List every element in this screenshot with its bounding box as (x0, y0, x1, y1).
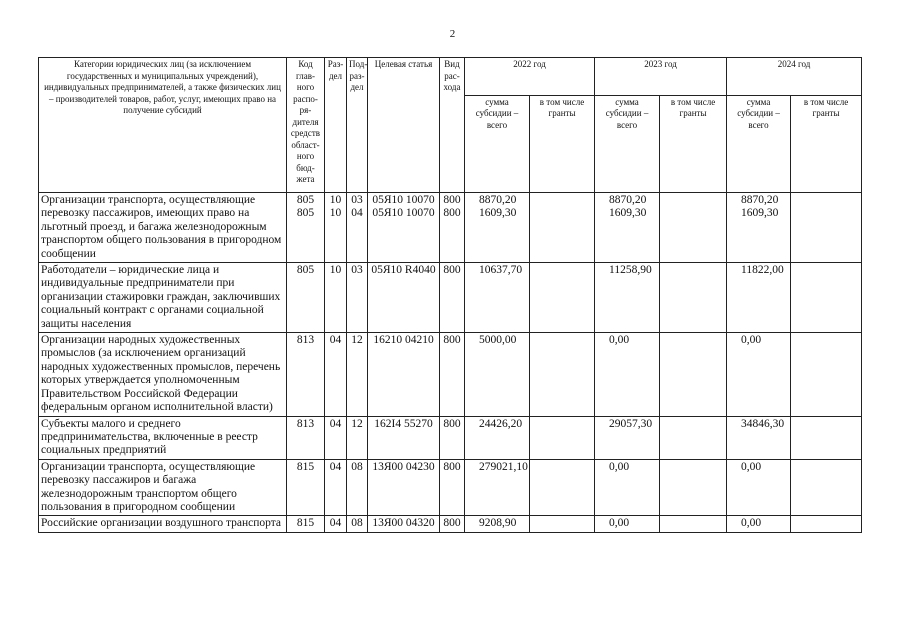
podrazdel-value: 04 (351, 207, 363, 220)
header-2024-grants: в том числе гранты (791, 95, 862, 192)
table-row (39, 516, 862, 532)
kod-value: 805 (296, 194, 315, 206)
table-row (39, 263, 862, 333)
grants-2024-cell (791, 263, 862, 333)
grants-2022-cell (530, 333, 595, 416)
statya-cell: 16210 04210 (368, 333, 440, 416)
statya-cell: 162I4 55270 (368, 416, 440, 459)
sum-2022-cell: 279021,10 (465, 459, 530, 516)
table-row (39, 459, 862, 516)
header-statya: Целевая статья (368, 58, 440, 193)
razdel-cell: 04 (325, 416, 347, 459)
razdel-cell (325, 193, 347, 263)
header-year-2022: 2022 год (465, 58, 595, 96)
grants-2023-cell (660, 416, 727, 459)
kod-cell: 805 (287, 263, 325, 333)
kod-cell: 813 (287, 416, 325, 459)
razdel-cell: 04 (325, 516, 347, 532)
vid-cell (440, 193, 465, 263)
header-razdel: Раз-дел (325, 58, 347, 193)
statya-value: 05Я10 10070 (372, 207, 435, 220)
grants-2024-cell (791, 516, 862, 532)
podrazdel-cell: 12 (347, 333, 368, 416)
sum-2024-cell: 34846,30 (727, 416, 791, 459)
header-2023-sum: сумма субсидии – всего (595, 95, 660, 192)
podrazdel-cell: 08 (347, 459, 368, 516)
sum-2024-cell: 0,00 (727, 459, 791, 516)
vid-cell: 800 (440, 459, 465, 516)
vid-value: 800 (443, 207, 461, 220)
statya-cell: 13Я00 04320 (368, 516, 440, 532)
statya-cell: 13Я00 04230 (368, 459, 440, 516)
sum-2022-value: 8870,20 (479, 194, 517, 206)
category-cell: Организации транспорта, осуществляющие перевозку пассажиров, имеющих право на льготный проезд, и багажа железнодорожным транспортом общего пользования в пригородном сообщении (39, 193, 287, 263)
vid-cell: 800 (440, 416, 465, 459)
grants-2022-cell (530, 263, 595, 333)
sum-2023-cell: 0,00 (595, 333, 660, 416)
podrazdel-cell: 12 (347, 416, 368, 459)
header-year-2023: 2023 год (595, 58, 727, 96)
grants-2024-cell (791, 333, 862, 416)
table-row (39, 193, 862, 263)
kod-cell: 815 (287, 516, 325, 532)
kod-cell: 813 (287, 333, 325, 416)
sum-2023-value: 1609,30 (609, 207, 647, 220)
grants-2024-cell (791, 416, 862, 459)
category-cell: Российские организации воздушного транспорта (39, 516, 287, 532)
grants-2023-cell (660, 516, 727, 532)
grants-2023-cell (660, 263, 727, 333)
sum-2024-cell: 11822,00 (727, 263, 791, 333)
podrazdel-cell: 03 (347, 263, 368, 333)
sum-2023-value: 8870,20 (609, 194, 647, 206)
grants-2024-cell (791, 459, 862, 516)
category-cell: Организации транспорта, осуществляющие перевозку пассажиров и багажа железнодорожным транспортом общего пользования в пригородном сообщении (39, 459, 287, 516)
table-row (39, 333, 862, 416)
page-number: 2 (449, 28, 456, 40)
razdel-cell: 04 (325, 459, 347, 516)
category-cell: Работодатели – юридические лица и индивидуальные предприниматели при организации стажировки граждан, заключивших социальный контракт с органами социальной защиты населения (39, 263, 287, 333)
razdel-value: 10 (329, 207, 342, 220)
kod-cell: 815 (287, 459, 325, 516)
grants-2023-cell (660, 193, 727, 263)
vid-cell: 800 (440, 333, 465, 416)
sum-2023-cell: 29057,30 (595, 416, 660, 459)
grants-2022-cell (530, 516, 595, 532)
razdel-value: 10 (329, 194, 342, 206)
sum-2024-value: 1609,30 (741, 207, 779, 220)
header-category: Категории юридических лиц (за исключением государственных и муниципальных учреждений), индивидуальных предпринимателей, а также физических лиц – производителей товаров, работ, услуг, имеющих право на получение субсидий (39, 58, 287, 193)
header-year-2024: 2024 год (727, 58, 862, 96)
grants-2022-cell (530, 416, 595, 459)
statya-value: 05Я10 10070 (372, 194, 435, 206)
grants-2023-cell (660, 459, 727, 516)
vid-cell: 800 (440, 263, 465, 333)
sum-2022-cell: 10637,70 (465, 263, 530, 333)
sum-2022-cell: 5000,00 (465, 333, 530, 416)
sum-2023-cell: 11258,90 (595, 263, 660, 333)
header-vid: Вид рас-хода (440, 58, 465, 193)
sum-2024-value: 8870,20 (741, 194, 779, 206)
statya-cell: 05Я10 R4040 (368, 263, 440, 333)
sum-2022-cell (465, 193, 530, 263)
grants-2022-cell (530, 459, 595, 516)
kod-cell (287, 193, 325, 263)
header-2023-grants: в том числе гранты (660, 95, 727, 192)
category-cell: Организации народных художественных промыслов (за исключением организаций народных художественных промыслов, перечень которых утверждается уполномоченным Правительством Российской Федерации федеральным органом исполнительной власти) (39, 333, 287, 416)
sum-2024-cell: 0,00 (727, 333, 791, 416)
sum-2022-cell: 24426,20 (465, 416, 530, 459)
header-2024-sum: сумма субсидии – всего (727, 95, 791, 192)
subsidy-table (38, 57, 862, 533)
grants-2024-cell (791, 193, 862, 263)
header-2022-grants: в том числе гранты (530, 95, 595, 192)
category-cell: Субъекты малого и среднего предпринимательства, включенные в реестр социальных предприятий (39, 416, 287, 459)
header-podrazdel: Под-раз-дел (347, 58, 368, 193)
sum-2022-cell: 9208,90 (465, 516, 530, 532)
razdel-cell: 04 (325, 333, 347, 416)
podrazdel-cell: 08 (347, 516, 368, 532)
header-2022-sum: сумма субсидии – всего (465, 95, 530, 192)
podrazdel-value: 03 (351, 194, 363, 206)
podrazdel-cell (347, 193, 368, 263)
header-kod: Код глав-ного распо-ря-дителя средств област-ного бюд-жета (287, 58, 325, 193)
sum-2023-cell: 0,00 (595, 459, 660, 516)
sum-2024-cell: 0,00 (727, 516, 791, 532)
sum-2024-cell (727, 193, 791, 263)
grants-2022-cell (530, 193, 595, 263)
vid-value: 800 (443, 194, 461, 206)
table-row (39, 416, 862, 459)
razdel-cell: 10 (325, 263, 347, 333)
vid-cell: 800 (440, 516, 465, 532)
sum-2023-cell (595, 193, 660, 263)
statya-cell (368, 193, 440, 263)
grants-2023-cell (660, 333, 727, 416)
sum-2022-value: 1609,30 (479, 207, 517, 220)
sum-2023-cell: 0,00 (595, 516, 660, 532)
kod-value: 805 (296, 207, 315, 220)
